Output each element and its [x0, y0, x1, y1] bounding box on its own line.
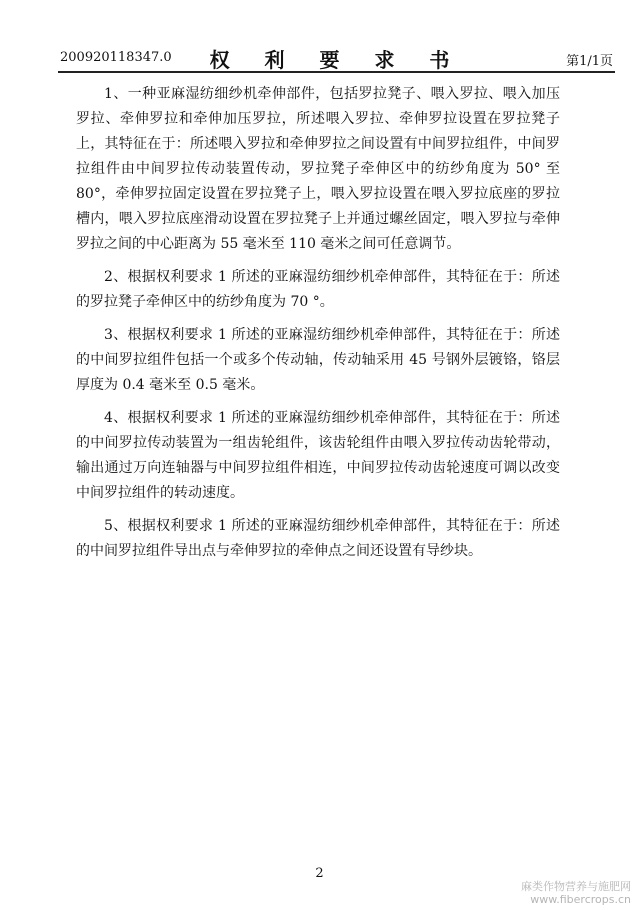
watermark-url: www.fibercrops.cn — [530, 893, 631, 906]
page-indicator: 第1/1页 — [566, 54, 613, 69]
claim-1: 1、一种亚麻湿纺细纱机牵伸部件，包括罗拉凳子、喂入罗拉、喂入加压罗拉、牵伸罗拉和牵伸加压罗拉，所述喂入罗拉、牵伸罗拉设置在罗拉凳子上，其特征在于：所述喂入罗拉和牵伸罗拉之间设置有中间罗拉组件，中间罗拉组件由中间罗拉传动装置传动，罗拉凳子牵伸区中的纺纱角度为 50° 至 80°，牵伸罗拉固定设置在罗拉凳子上，喂入罗拉设置在喂入罗拉底座的罗拉槽内，喂入罗拉底座滑动设置在罗拉凳子上并通过螺丝固定，喂入罗拉与牵伸罗拉之间的中心距离为 55 毫米至 110 毫米之间可任意调节。 — [76, 86, 560, 252]
claims-body — [76, 82, 560, 572]
header-divider — [58, 71, 615, 73]
watermark — [521, 880, 631, 906]
document-title: 权 利 要 求 书 — [209, 48, 464, 72]
document-header — [60, 44, 613, 72]
page-number: 2 — [315, 866, 324, 881]
claim-5: 5、根据权利要求 1 所述的亚麻湿纺细纱机牵伸部件，其特征在于：所述的中间罗拉组件导出点与牵伸罗拉的牵伸点之间还设置有导纱块。 — [76, 518, 560, 559]
claim-4: 4、根据权利要求 1 所述的亚麻湿纺细纱机牵伸部件，其特征在于：所述的中间罗拉传动装置为一组齿轮组件，该齿轮组件由喂入罗拉传动齿轮带动，输出通过万向连轴器与中间罗拉组件相连，中间罗拉传动齿轮速度可调以改变中间罗拉组件的转动速度。 — [76, 410, 560, 501]
application-number: 200920118347.0 — [60, 50, 172, 65]
claim-3: 3、根据权利要求 1 所述的亚麻湿纺细纱机牵伸部件，其特征在于：所述的中间罗拉组件包括一个或多个传动轴，传动轴采用 45 号钢外层镀铬，铬层厚度为 0.4 毫米至 0.5 毫米。 — [76, 327, 560, 393]
watermark-text: 麻类作物营养与施肥网 — [521, 880, 631, 893]
claim-2: 2、根据权利要求 1 所述的亚麻湿纺细纱机牵伸部件，其特征在于：所述的罗拉凳子牵伸区中的纺纱角度为 70 °。 — [76, 269, 560, 310]
